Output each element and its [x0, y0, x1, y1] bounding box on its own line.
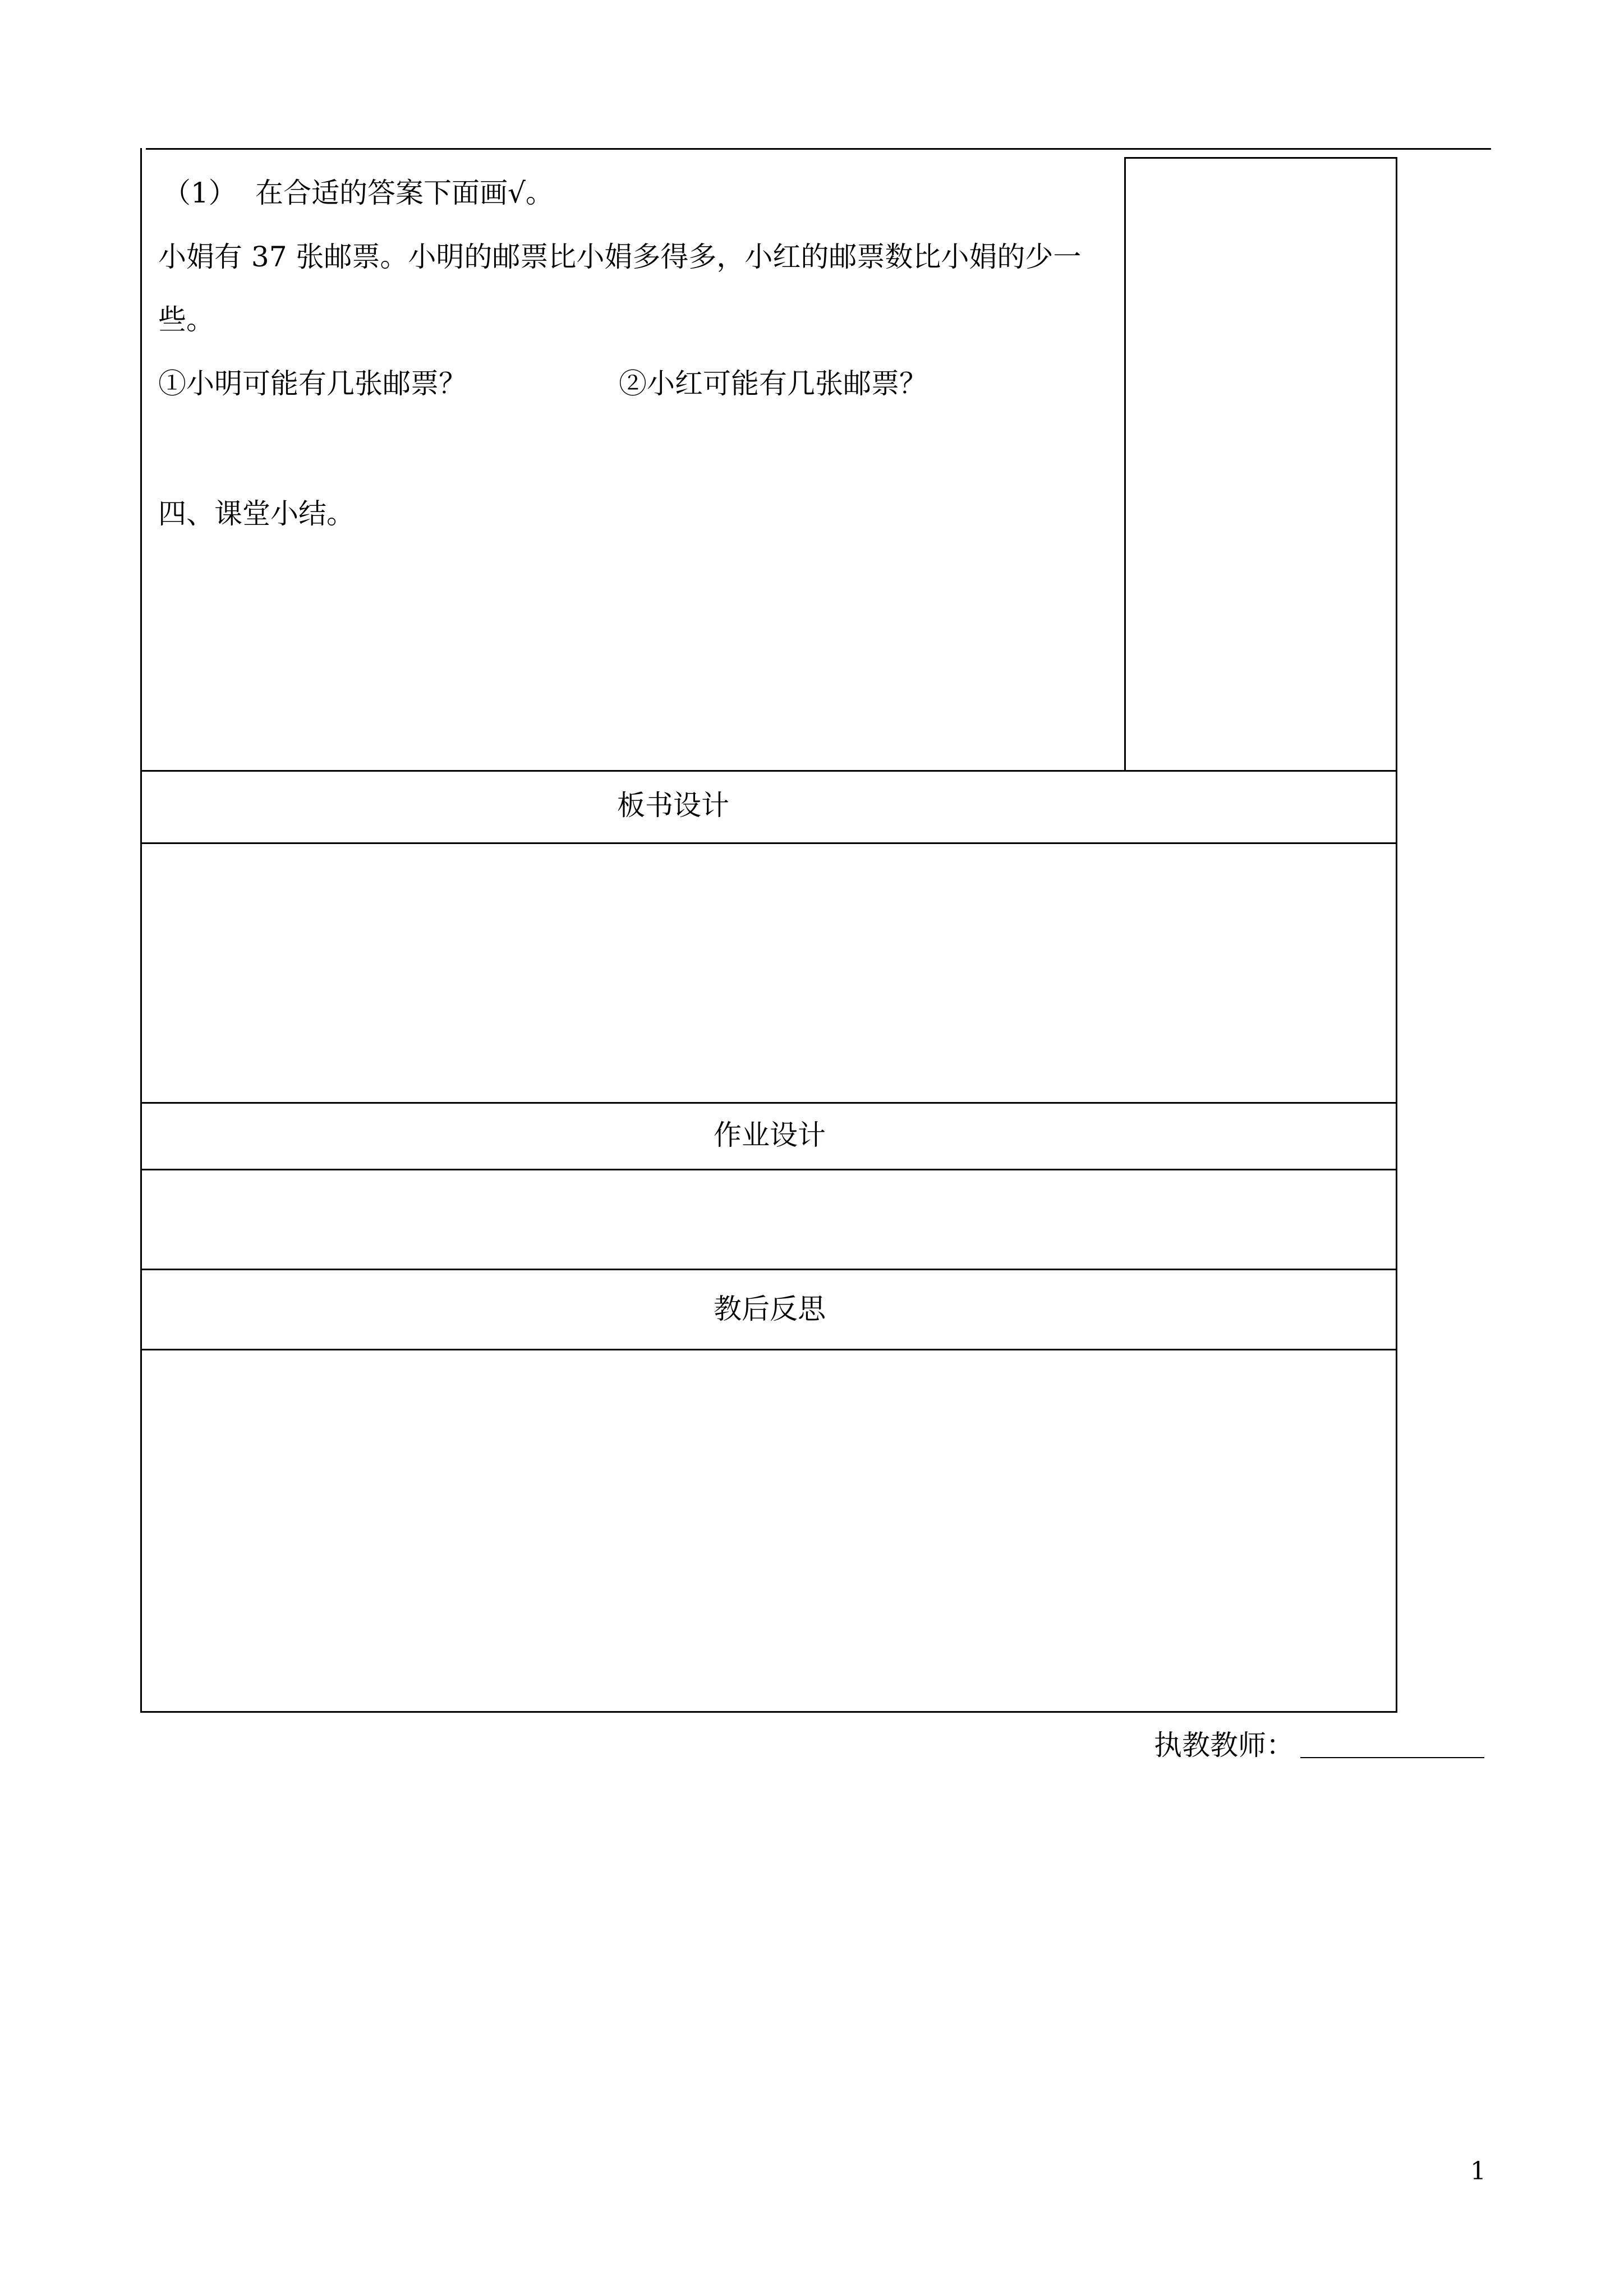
side-column-top [1124, 157, 1397, 159]
problem-line-1: 小娟有 37 张邮票。小明的邮票比小娟多得多，小红的邮票数比小娟的少一 [158, 241, 1082, 273]
row-separator-4 [140, 1169, 1397, 1170]
table-left-border [140, 148, 142, 1713]
question-1: ①小明可能有几张邮票？ [158, 367, 467, 400]
section-4-heading: 四、课堂小结。 [158, 497, 355, 530]
top-rule [146, 148, 1491, 150]
side-column-left [1124, 157, 1126, 771]
row-separator-5 [140, 1269, 1397, 1270]
row-separator-3 [140, 1102, 1397, 1104]
row-separator-6 [140, 1349, 1397, 1350]
homework-header: 作业设计 [714, 1119, 826, 1151]
page-number: 1 [1470, 2157, 1486, 2186]
teacher-signature-line [1300, 1757, 1484, 1758]
item-instruction: 在合适的答案下面画√。 [255, 177, 554, 209]
table-bottom-border [140, 1711, 1397, 1713]
teacher-label: 执教教师： [1154, 1729, 1294, 1762]
reflection-header: 教后反思 [714, 1293, 826, 1325]
board-design-header: 板书设计 [617, 789, 729, 822]
row-separator-1 [140, 770, 1397, 772]
question-2: ②小红可能有几张邮票？ [619, 367, 927, 400]
item-number: （1） [163, 177, 237, 209]
problem-line-2: 些。 [158, 303, 214, 336]
table-right-border [1396, 157, 1397, 1713]
row-separator-2 [140, 842, 1397, 844]
